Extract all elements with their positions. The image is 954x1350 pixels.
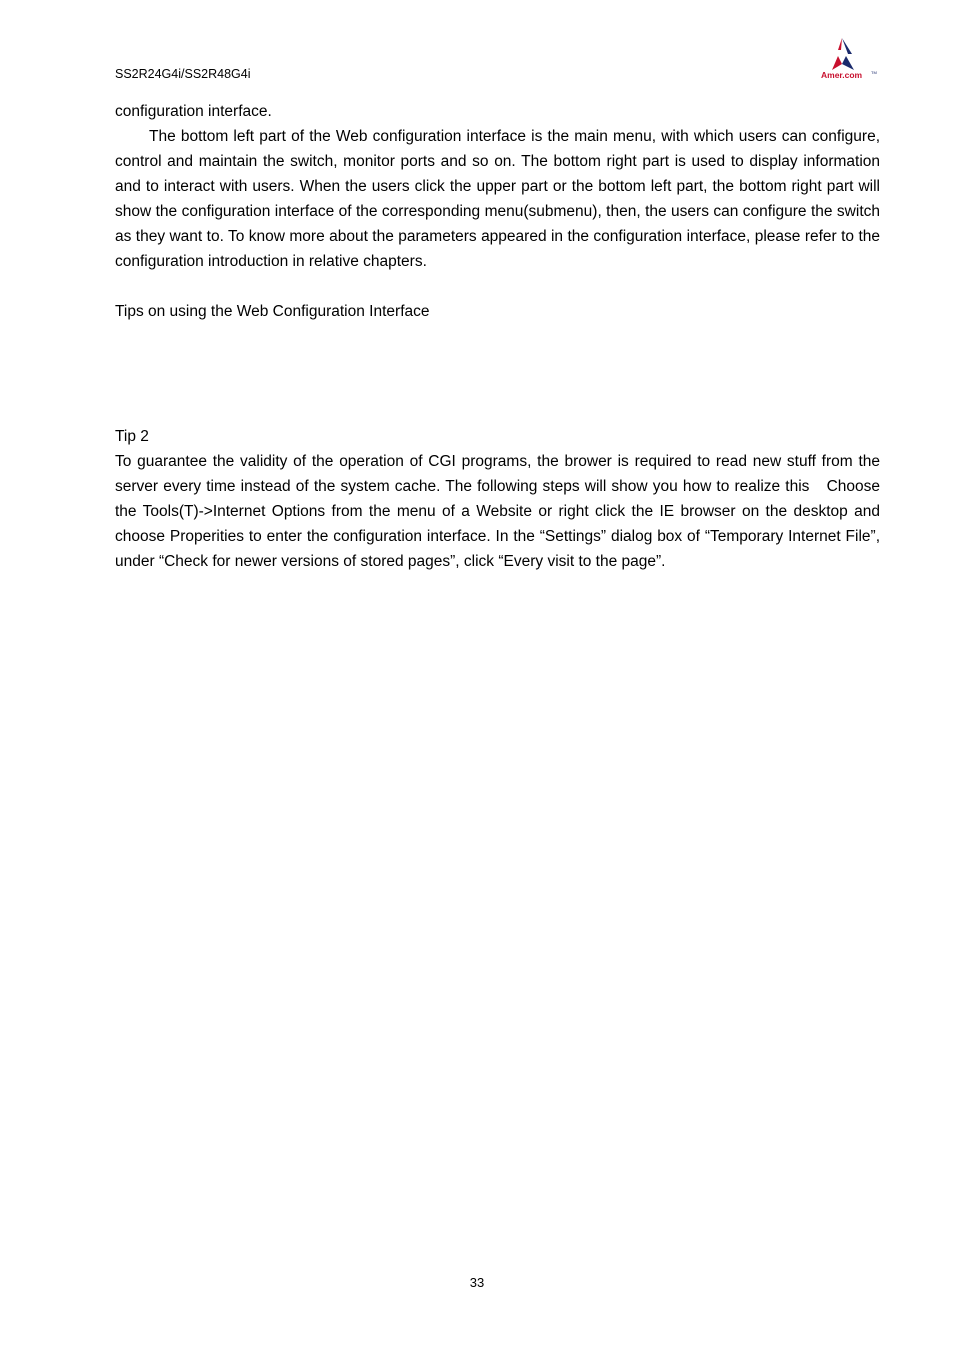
tip2-paragraph: To guarantee the validity of the operation of CGI programs, the brower is required to read new stuff from the server every time instead of the system cache. The following steps will show you how to realize this Choose the Tools(T)->Internet Options from the menu of a Website or right click the IE browser on the desktop and choose Properities to enter the configuration interface. In the “Settings” dialog box of “Temporary Internet File”, under “Check for newer versions of stored pages”, click “Every visit to the page”. (115, 453, 880, 570)
logo-red-base (832, 56, 842, 70)
spacer (115, 274, 880, 299)
tips-heading: Tips on using the Web Configuration Interface (115, 303, 430, 320)
header-model-name: SS2R24G4i/SS2R48G4i (115, 67, 251, 81)
page-number: 33 (469, 1275, 485, 1290)
paragraph-main-menu: The bottom left part of the Web configuration interface is the main menu, with which users can configure, control and maintain the switch, monitor ports and so on. The bottom right part is used to display information and to interact with users. When the users click the upper part or the bottom left part, the bottom right part will show the configuration interface of the corresponding menu(submenu), then, the users can configure the switch as they want to. To know more about the parameters appeared in the configuration interface, please refer to the configuration introduction in relative chapters. (115, 128, 880, 270)
tip2-heading: Tip 2 (115, 428, 149, 445)
logo-navy-stroke (842, 38, 852, 54)
amer-logo-icon (818, 36, 878, 82)
spacer (115, 324, 880, 424)
logo-tm: TM (871, 70, 877, 75)
continuation-line: configuration interface. (115, 103, 272, 120)
logo-red-stroke (838, 38, 842, 50)
document-body (115, 99, 880, 574)
logo-navy-base (842, 56, 854, 70)
amer-logo (818, 36, 878, 82)
logo-text: Amer.com (821, 70, 863, 80)
